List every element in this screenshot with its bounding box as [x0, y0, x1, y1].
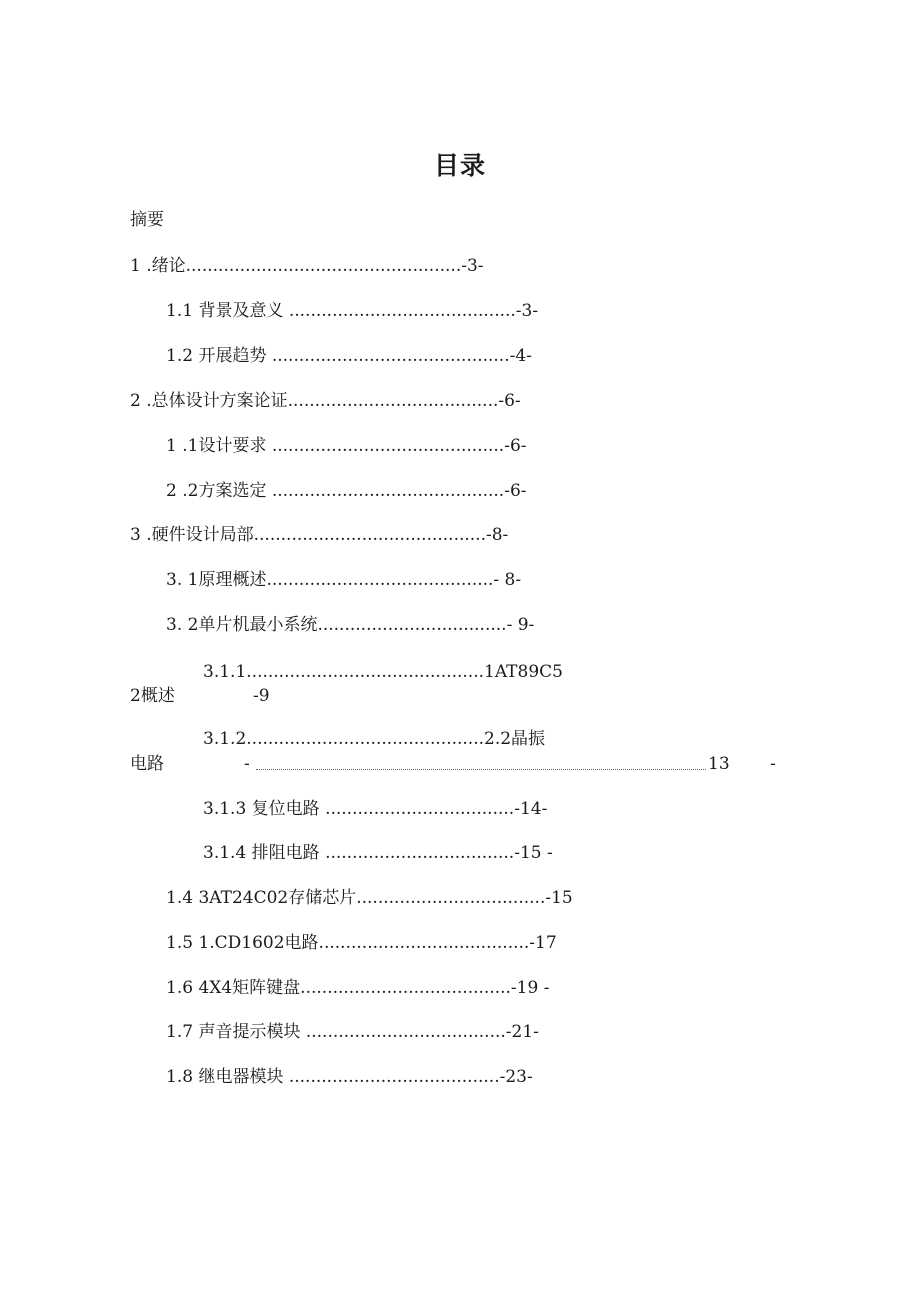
- toc-dash: -: [244, 754, 250, 774]
- toc-row[interactable]: 1.2 开展趋势 ............................................-4-: [166, 346, 532, 366]
- toc-page-number: -9: [253, 686, 270, 706]
- toc-leader-line: [256, 769, 706, 770]
- toc-row[interactable]: 3.1.4 排阻电路 ...................................-15 -: [203, 843, 553, 863]
- toc-row[interactable]: 1.8 继电器模块 .......................................-23-: [166, 1067, 533, 1087]
- toc-row[interactable]: 2 .总体设计方案论证.......................................-6-: [130, 391, 521, 411]
- toc-row[interactable]: 3. 1原理概述..........................................- 8-: [166, 570, 522, 590]
- toc-row[interactable]: 1.5 1.CD1602电路.......................................-17: [166, 933, 557, 953]
- toc-row[interactable]: 3. 2单片机最小系统...................................- 9-: [166, 615, 535, 635]
- toc-row-wrap-line2[interactable]: 2概述: [130, 686, 175, 706]
- toc-row-wrap-line1[interactable]: 3.1.2............................................2.2晶振: [203, 729, 546, 749]
- toc-abstract[interactable]: 摘要: [130, 210, 164, 230]
- page-title: 目录: [433, 151, 486, 180]
- toc-dash: -: [770, 754, 776, 774]
- toc-row[interactable]: 3.1.3 复位电路 ...................................-14-: [203, 799, 548, 819]
- toc-row[interactable]: 1.7 声音提示模块 .....................................-21-: [166, 1022, 539, 1042]
- toc-row-wrap-line1[interactable]: 3.1.1............................................1AT89C5: [203, 662, 563, 682]
- toc-row[interactable]: 1 .1设计要求 ...........................................-6-: [166, 436, 527, 456]
- toc-page-number: 13: [708, 754, 730, 774]
- toc-row[interactable]: 3 .硬件设计局部...........................................-8-: [130, 525, 509, 545]
- toc-row[interactable]: 2 .2方案选定 ...........................................-6-: [166, 481, 527, 501]
- toc-row[interactable]: 1.6 4X4矩阵键盘.......................................-19 -: [166, 978, 550, 998]
- toc-row[interactable]: 1.4 3AT24C02存储芯片...................................-15: [166, 888, 573, 908]
- toc-row[interactable]: 1 .绪论...................................................-3-: [130, 256, 484, 276]
- toc-row[interactable]: 1.1 背景及意义 ..........................................-3-: [166, 301, 539, 321]
- toc-row-wrap-line2[interactable]: 电路: [130, 754, 164, 774]
